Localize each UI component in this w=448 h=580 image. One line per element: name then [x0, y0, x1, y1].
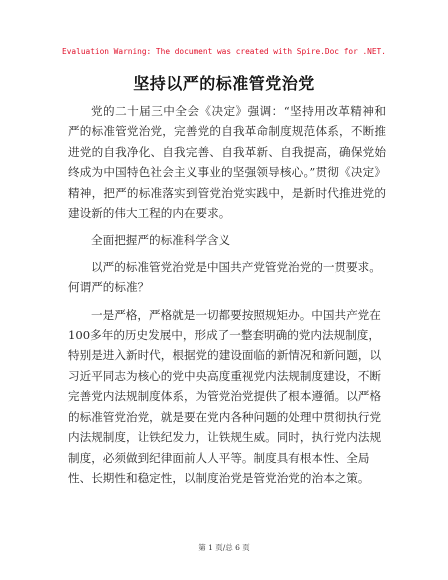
paragraph-intro: 党的二十届三中全会《决定》强调：“坚持用改革精神和严的标准管党治党，完善党的自我革命制度规范体系，不断推进党的自我净化、自我完善、自我革新、自我提高，确保党始终成为中国特色社会主义事业的坚强领导核心。”贯彻《决定》精神，把严的标准落实到管党治党实践中，是新时代推进党的建设新的伟大工程的内在要求。	[68, 104, 386, 221]
paragraph-question: 以严的标准管党治党是中国共产党管党治党的一贯要求。何谓严的标准？	[68, 259, 381, 295]
evaluation-warning: Evaluation Warning: The document was created with Spire.Doc for .NET.	[62, 47, 386, 56]
document-title: 坚持以严的标准管党治党	[133, 74, 315, 93]
document-body	[68, 101, 386, 495]
section-heading: 全面把握严的标准科学含义	[91, 233, 231, 248]
page-footer: 第 1 页/总 6 页	[198, 543, 250, 552]
paragraph-strict: 一是严格，严格就是一切都要按照规矩办。中国共产党在100多年的历史发展中，形成了一整套明确的党内法规制度，特别是进入新时代，根据党的建设面临的新情况和新问题，以习近平同志为核心的党中央高度重视党内法规制度建设，不断完善党内法规制度体系，为管党治党提供了根本遵循。以严格的标准管党治党，就是要在党内各种问题的处理中贯彻执行党内法规制度，让铁纪发力，让铁规生威。同时，执行党内法规制度，必须做到纪律面前人人平等。制度具有根本性、全局性、长期性和稳定性，以制度治党是管党治党的治本之策。	[68, 307, 382, 485]
